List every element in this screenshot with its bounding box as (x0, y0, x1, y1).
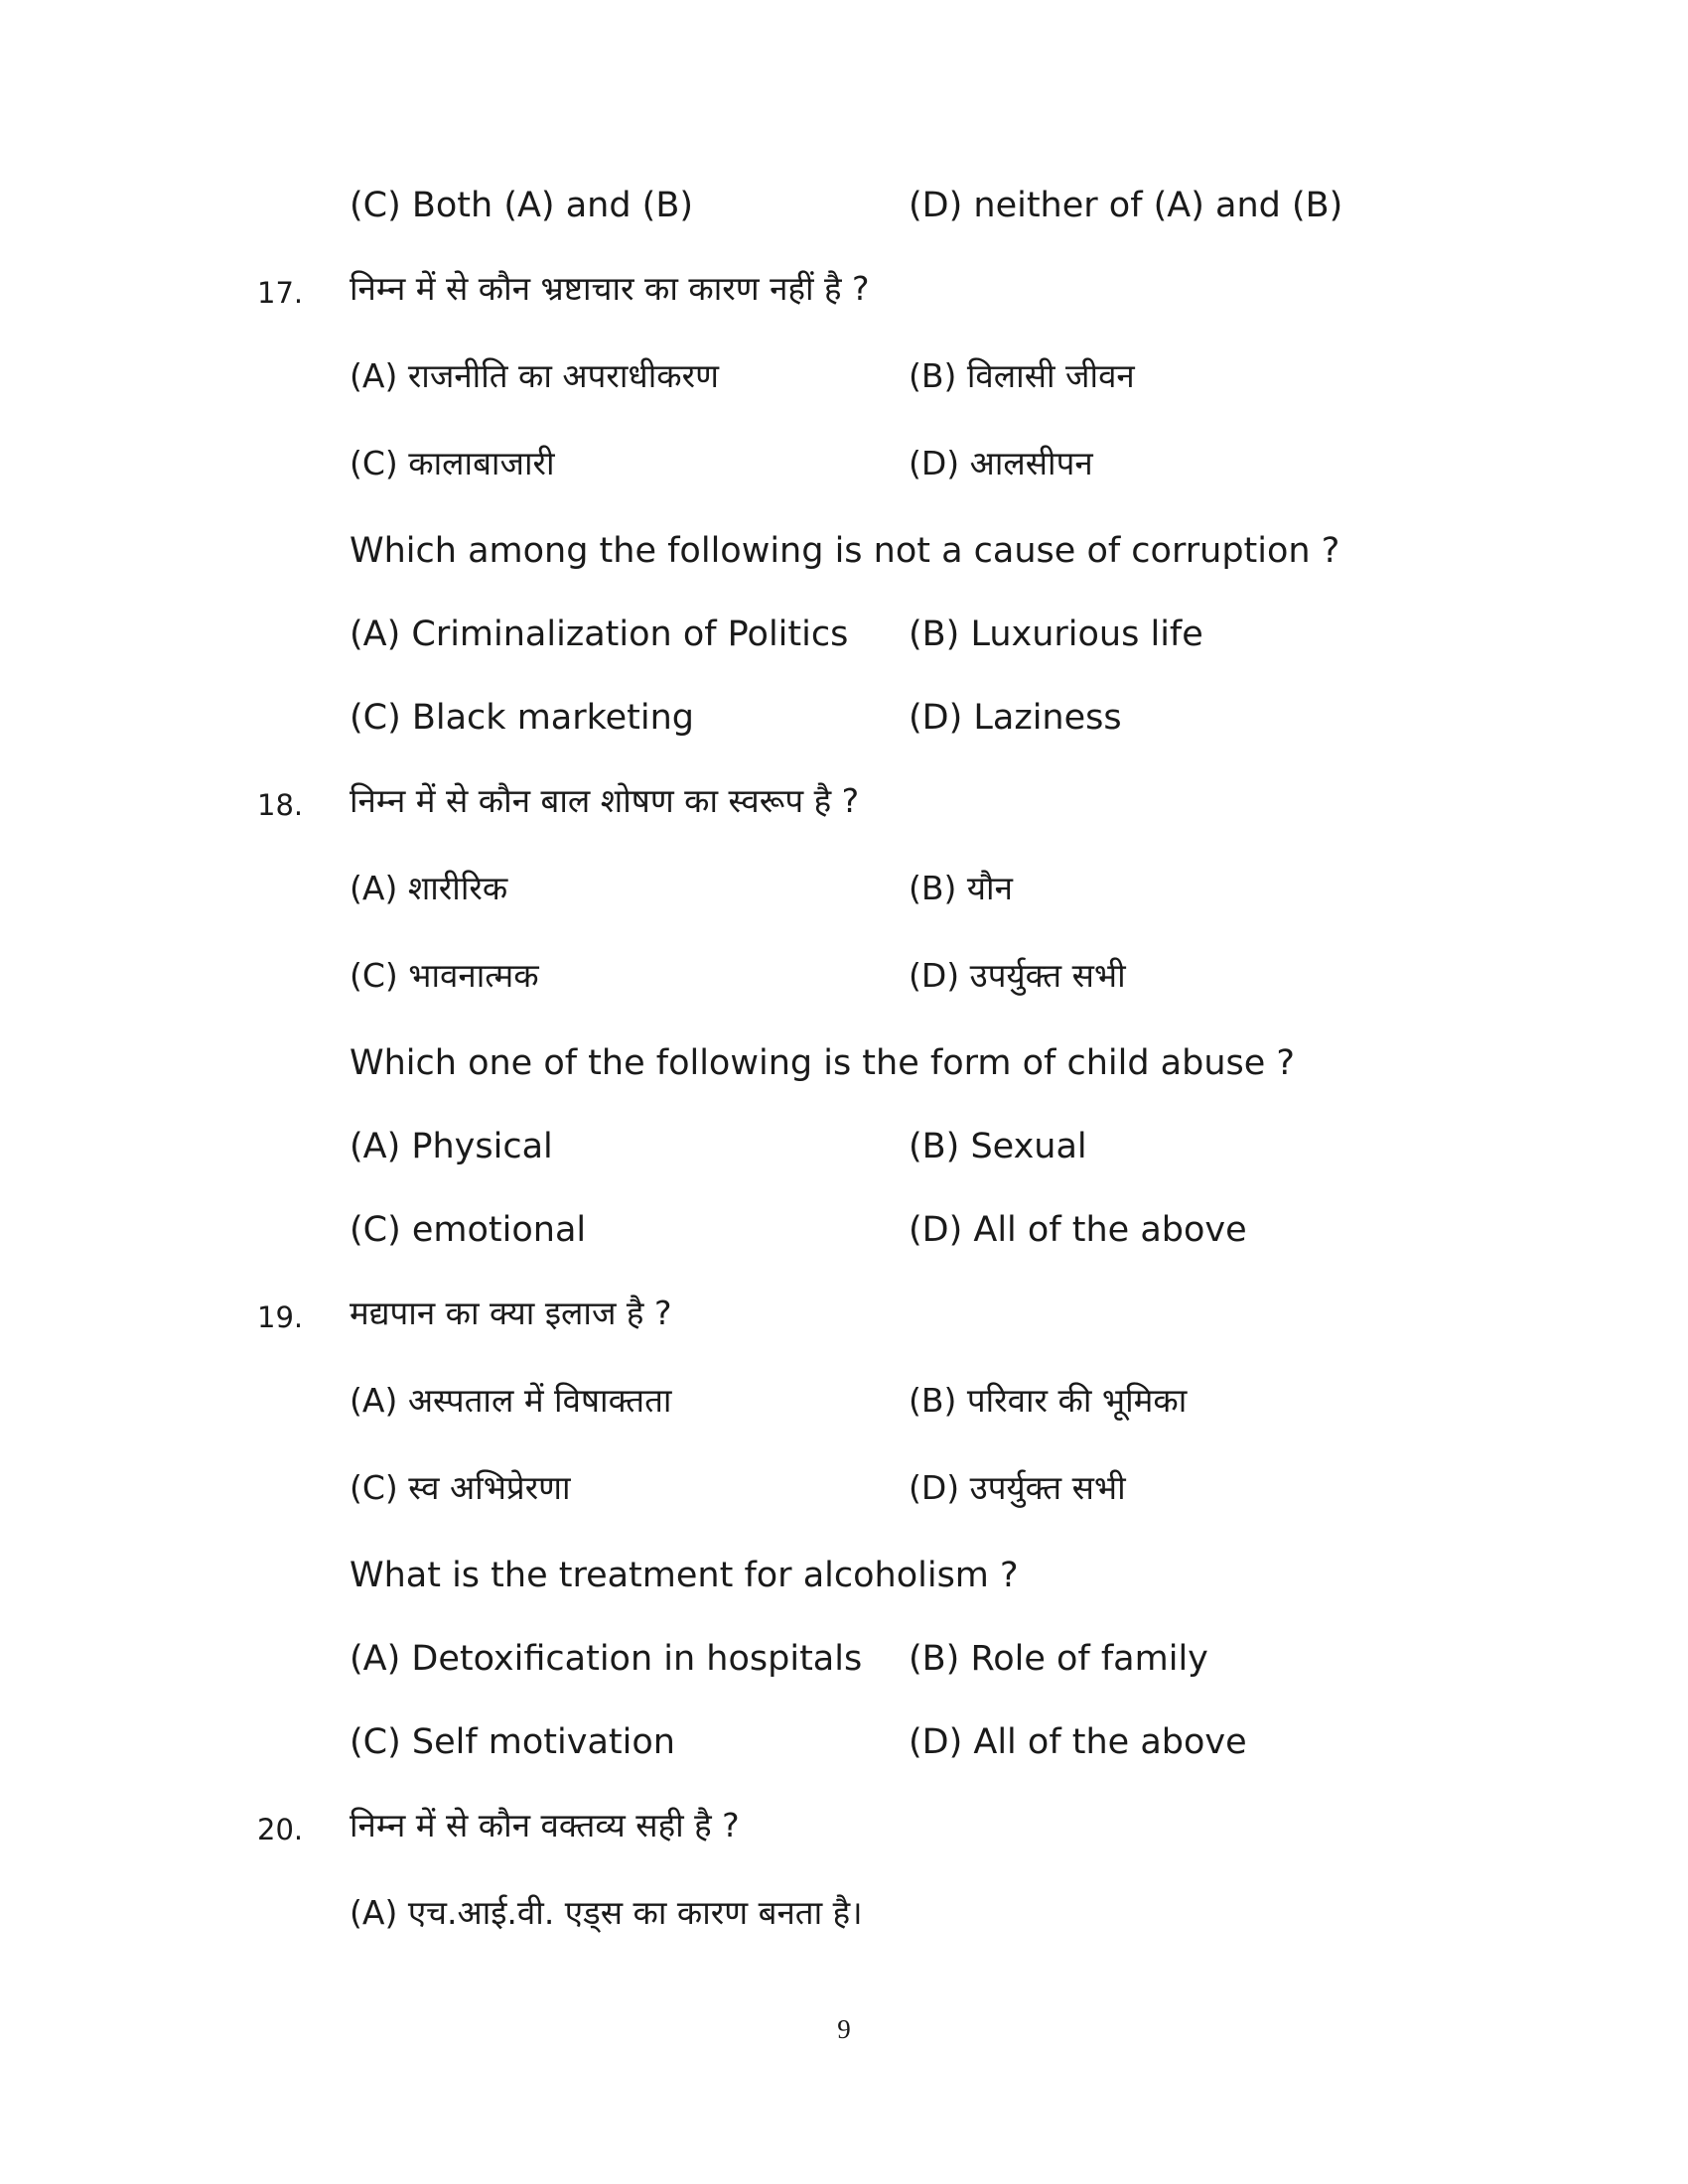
q20-hindi-question-row (257, 1801, 1442, 1850)
q19-hindi-question: मद्यपान का क्या इलाज है ? (350, 1294, 672, 1332)
question-number-18: 18. (257, 788, 304, 822)
q17-hindi-question: निम्न में से कौन भ्रष्टाचार का कारण नहीं है ? (350, 269, 870, 308)
q17-hindi-option-a: (A) राजनीति का अपराधीकरण (350, 356, 719, 395)
q17-hindi-option-c: (C) कालाबाजारी (350, 444, 555, 482)
q16-option-d: (D) neither of (A) and (B) (909, 186, 1343, 225)
q17-hindi-option-d: (D) आलसीपन (909, 444, 1093, 482)
q18-english-question: Which one of the following is the form of child abuse ? (350, 1043, 1295, 1083)
q19-hindi-option-b: (B) परिवार की भूमिका (909, 1381, 1188, 1420)
q16-option-c: (C) Both (A) and (B) (350, 186, 694, 225)
q17-english-question-row (350, 526, 1442, 576)
q18-hindi-options-ab (350, 864, 1442, 913)
q20-hindi-option-a: (A) एच.आई.वी. एड्स का कारण बनता है। (350, 1893, 863, 1932)
q17-hindi-options-cd (350, 439, 1442, 488)
q19-english-option-a: (A) Detoxification in hospitals (350, 1639, 863, 1679)
q17-english-options-ab (350, 610, 1442, 659)
q18-english-question-row (350, 1038, 1442, 1088)
q19-hindi-question-row (257, 1289, 1442, 1338)
q19-hindi-option-c: (C) स्व अभिप्रेरणा (350, 1468, 571, 1507)
q18-hindi-question: निम्न में से कौन बाल शोषण का स्वरूप है ? (350, 781, 860, 820)
q19-hindi-option-a: (A) अस्पताल में विषाक्तता (350, 1381, 672, 1420)
q18-hindi-question-row (257, 776, 1442, 826)
q17-hindi-options-ab (350, 351, 1442, 401)
question-number-19: 19. (257, 1300, 304, 1334)
q19-english-option-b: (B) Role of family (909, 1639, 1208, 1679)
q17-hindi-option-b: (B) विलासी जीवन (909, 356, 1135, 395)
q18-hindi-option-d: (D) उपर्युक्त सभी (909, 956, 1126, 995)
q16-options-cd (350, 181, 1442, 230)
q19-english-option-c: (C) Self motivation (350, 1722, 675, 1762)
q17-hindi-question-row (257, 264, 1442, 314)
q18-english-option-a: (A) Physical (350, 1127, 553, 1166)
q18-english-option-b: (B) Sexual (909, 1127, 1087, 1166)
q18-english-option-c: (C) emotional (350, 1210, 587, 1250)
q17-english-option-b: (B) Luxurious life (909, 614, 1203, 654)
q18-hindi-option-b: (B) यौन (909, 869, 1013, 907)
question-number-20: 20. (257, 1813, 304, 1846)
q17-english-question: Which among the following is not a cause of corruption ? (350, 531, 1340, 571)
q19-hindi-options-ab (350, 1376, 1442, 1426)
q19-english-options-ab (350, 1634, 1442, 1684)
q18-hindi-option-a: (A) शारीरिक (350, 869, 508, 907)
q18-hindi-options-cd (350, 951, 1442, 1001)
q19-english-question: What is the treatment for alcoholism ? (350, 1556, 1019, 1595)
q17-english-option-a: (A) Criminalization of Politics (350, 614, 849, 654)
q19-english-question-row (350, 1551, 1442, 1600)
q19-hindi-options-cd (350, 1463, 1442, 1513)
q19-english-options-cd (350, 1717, 1442, 1767)
q18-english-options-ab (350, 1122, 1442, 1171)
question-number-17: 17. (257, 276, 304, 310)
q20-hindi-question: निम्न में से कौन वक्तव्य सही है ? (350, 1806, 740, 1844)
q18-english-option-d: (D) All of the above (909, 1210, 1247, 1250)
q18-english-options-cd (350, 1205, 1442, 1255)
q17-english-option-d: (D) Laziness (909, 698, 1122, 738)
q19-hindi-option-d: (D) उपर्युक्त सभी (909, 1468, 1126, 1507)
q17-english-options-cd (350, 693, 1442, 743)
q20-hindi-options-a (350, 1888, 1442, 1938)
q19-english-option-d: (D) All of the above (909, 1722, 1247, 1762)
q17-english-option-c: (C) Black marketing (350, 698, 695, 738)
page-number: 9 (837, 2014, 851, 2044)
q18-hindi-option-c: (C) भावनात्मक (350, 956, 539, 995)
